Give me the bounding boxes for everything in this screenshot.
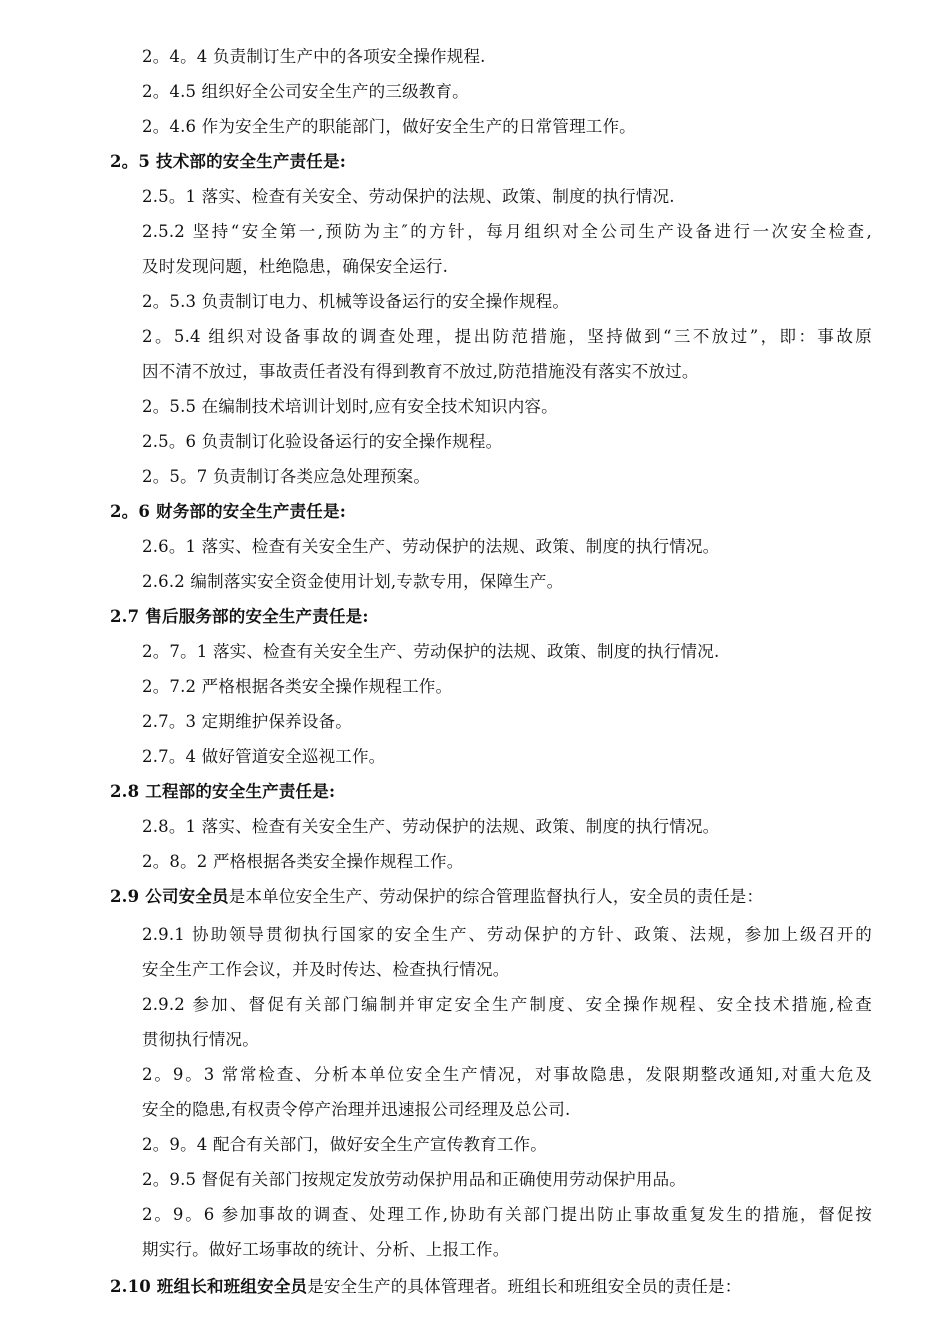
clause-2-9-6-line2: 期实行。做好工场事故的统计、分析、上报工作。	[142, 1240, 510, 1259]
clause-2-5-4-line2: 因不清不放过，事故责任者没有得到教育不放过,防范措施没有落实不放过。	[142, 362, 699, 381]
section-heading-2-7	[110, 606, 369, 628]
clause-2-6-2: 2.6.2 编制落实安全资金使用计划,专款专用，保障生产。	[142, 572, 564, 591]
clause-2-6-1: 2.6。1 落实、检查有关安全生产、劳动保护的法规、政策、制度的执行情况。	[142, 537, 720, 556]
clause-2-4-6: 2。4.6 作为安全生产的职能部门，做好安全生产的日常管理工作。	[142, 117, 636, 136]
clause-2-9-6-line1: 2。9。6 参加事故的调查、处理工作,协助有关部门提出防止事故重复发生的措施，督促按	[142, 1205, 872, 1224]
section-heading-2-5-text: 2。5 技术部的安全生产责任是:	[110, 152, 346, 171]
clause-2-4-4: 2。4。4 负责制订生产中的各项安全操作规程.	[142, 47, 486, 66]
section-heading-2-9	[110, 886, 763, 908]
clause-2-8-1: 2.8。1 落实、检查有关安全生产、劳动保护的法规、政策、制度的执行情况。	[142, 817, 720, 836]
clause-2-7-3: 2.7。3 定期维护保养设备。	[142, 712, 352, 731]
clause-2-9-1-line1: 2.9.1 协助领导贯彻执行国家的安全生产、劳动保护的方针、政策、法规，参加上级召开的	[142, 925, 872, 944]
clause-2-5-6: 2.5。6 负责制订化验设备运行的安全操作规程。	[142, 432, 503, 451]
clause-2-5-2-line1: 2.5.2 坚持“安全第一,预防为主″的方针，每月组织对全公司生产设备进行一次安全检查,	[142, 222, 872, 241]
section-heading-2-9-bold: 2.9 公司安全员	[110, 887, 229, 906]
section-heading-2-5	[110, 151, 346, 173]
clause-2-5-1: 2.5。1 落实、检查有关安全、劳动保护的法规、政策、制度的执行情况.	[142, 187, 675, 206]
clause-2-9-1-line2: 安全生产工作会议，并及时传达、检查执行情况。	[142, 960, 510, 979]
clause-2-9-5: 2。9.5 督促有关部门按规定发放劳动保护用品和正确使用劳动保护用品。	[142, 1170, 686, 1189]
clause-2-8-2: 2。8。2 严格根据各类安全操作规程工作。	[142, 852, 464, 871]
clause-2-5-7: 2。5。7 负责制订各类应急处理预案。	[142, 467, 431, 486]
section-heading-2-9-rest: 是本单位安全生产、劳动保护的综合管理监督执行人，安全员的责任是：	[228, 887, 764, 906]
section-heading-2-8	[110, 781, 335, 803]
section-heading-2-10-bold: 2.10 班组长和班组安全员	[110, 1277, 308, 1296]
clause-2-9-4: 2。9。4 配合有关部门，做好安全生产宣传教育工作。	[142, 1135, 547, 1154]
section-heading-2-8-text: 2.8 工程部的安全生产责任是:	[110, 782, 336, 801]
clause-2-9-3-line2: 安全的隐患,有权责令停产治理并迅速报公司经理及总公司.	[142, 1100, 571, 1119]
clause-2-5-2-line2: 及时发现问题，杜绝隐患，确保安全运行.	[142, 257, 449, 276]
section-heading-2-6-text: 2。6 财务部的安全生产责任是:	[110, 502, 346, 521]
clause-2-4-5: 2。4.5 组织好全公司安全生产的三级教育。	[142, 82, 469, 101]
clause-2-9-2-line2: 贯彻执行情况。	[142, 1030, 259, 1049]
clause-2-9-3-line1: 2。9。3 常常检查、分析本单位安全生产情况，对事故隐患，发限期整改通知,对重大危及	[142, 1065, 872, 1084]
section-heading-2-10-rest: 是安全生产的具体管理者。班组长和班组安全员的责任是：	[307, 1277, 742, 1296]
clause-2-5-3: 2。5.3 负责制订电力、机械等设备运行的安全操作规程。	[142, 292, 570, 311]
clause-2-5-4-line1: 2。5.4 组织对设备事故的调查处理，提出防范措施，坚持做到“三不放过”，即：事故原	[142, 327, 872, 346]
section-heading-2-10	[110, 1276, 741, 1298]
section-heading-2-6	[110, 501, 346, 523]
clause-2-7-1: 2。7。1 落实、检查有关安全生产、劳动保护的法规、政策、制度的执行情况.	[142, 642, 720, 661]
clause-2-9-2-line1: 2.9.2 参加、督促有关部门编制并审定安全生产制度、安全操作规程、安全技术措施,检查	[142, 995, 872, 1014]
clause-2-5-5: 2。5.5 在编制技术培训计划时,应有安全技术知识内容。	[142, 397, 558, 416]
clause-2-7-2: 2。7.2 严格根据各类安全操作规程工作。	[142, 677, 453, 696]
section-heading-2-7-text: 2.7 售后服务部的安全生产责任是:	[110, 607, 369, 626]
clause-2-7-4: 2.7。4 做好管道安全巡视工作。	[142, 747, 386, 766]
